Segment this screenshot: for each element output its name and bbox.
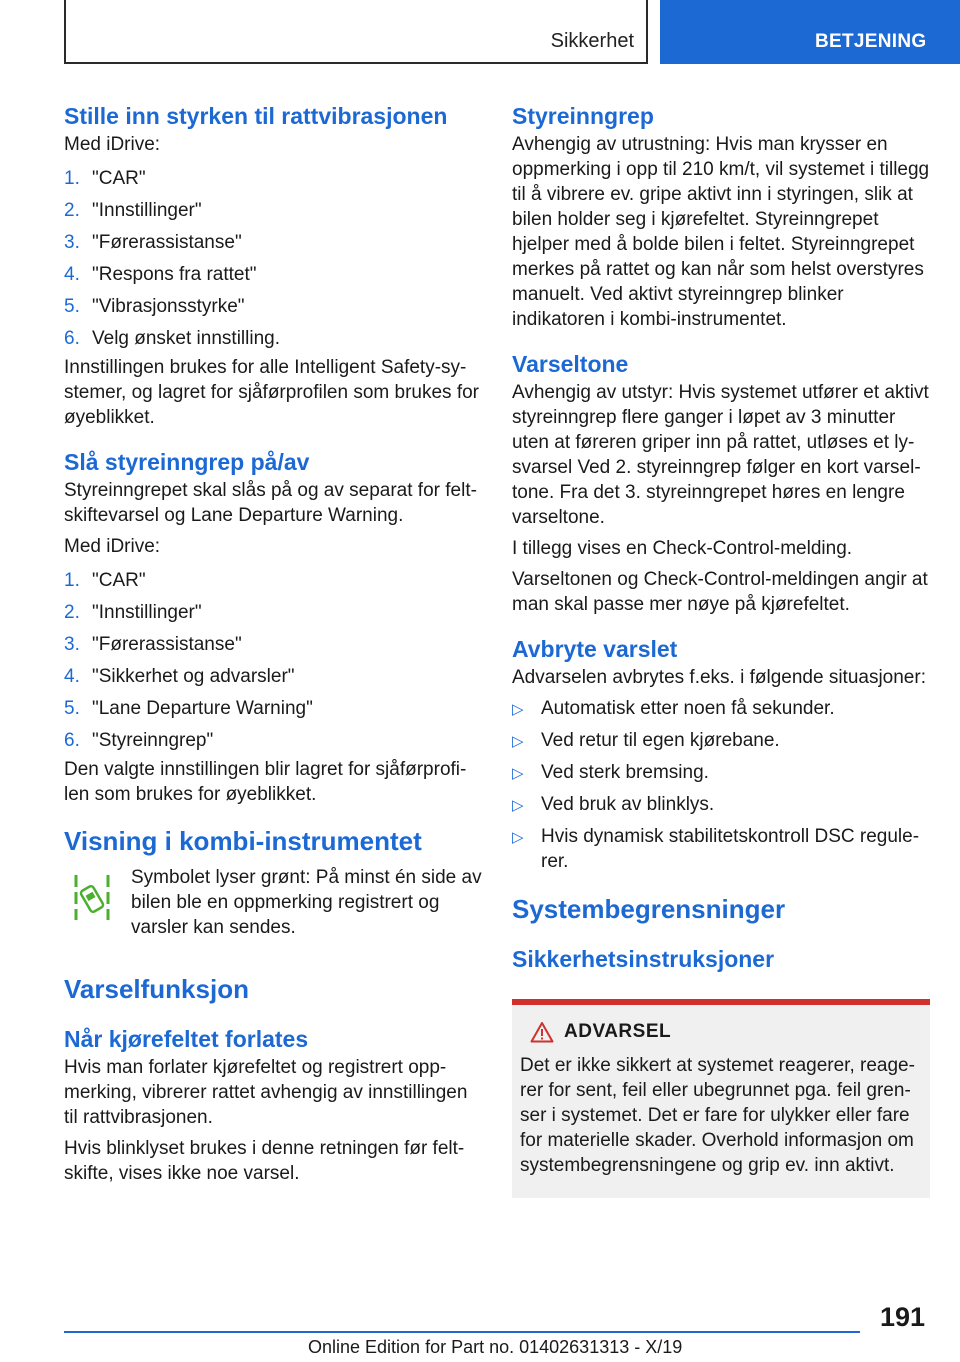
heading-cancel-warning: Avbryte varslet xyxy=(512,636,678,662)
paragraph-lane-2: Hvis blinklyset brukes i denne retningen før feltskifte, vises ikke noe varsel. xyxy=(64,1138,465,1184)
heading-safety-instructions: Sikkerhetsinstruksjoner xyxy=(512,946,775,972)
heading-steering-onoff: Slå styreinngrep på/av xyxy=(64,449,310,475)
step-text: "Innstillinger" xyxy=(92,602,202,623)
list-item xyxy=(64,195,482,227)
idrive-label-2: Med iDrive: xyxy=(64,536,161,557)
header-section-title: Sikkerhet xyxy=(550,30,634,52)
triangle-bullet-icon: ▷ xyxy=(512,765,524,782)
list-item xyxy=(512,760,930,785)
step-number: 4. xyxy=(64,666,80,687)
paragraph-steering: Avhengig av utrustning: Hvis man krysser en oppmerking i opp til 210 km/t, vil systemet i tillegg til å vibrere ev. gripe aktivt inn i styringen, slik at bilen holder seg i kjørefeltet. Styreinngrepet hjelper med å bolde bilen i feltet. Styreinngrepet merkes på rattet og kan når som helst overstyres manuelt. Ved aktivt styreinngrep blinker indikatoren i kombi-instrumentet. xyxy=(512,134,930,330)
step-text: "Styreinngrep" xyxy=(92,730,214,751)
list-item xyxy=(64,259,482,291)
left-column xyxy=(64,100,482,1186)
step-text: "Vibrasjonsstyrke" xyxy=(92,296,245,317)
footer-edition: Online Edition for Part no. 01402631313 - X/19 xyxy=(308,1337,683,1357)
list-item xyxy=(64,597,482,629)
paragraph-onoff: Styreinngrepet skal slås på og av separat for feltskiftevarsel og Lane Departure Warning. xyxy=(64,480,477,526)
bullet-text: Ved bruk av blinklys. xyxy=(541,794,715,815)
step-text: "Førerassistanse" xyxy=(92,232,242,253)
list-item xyxy=(512,824,930,874)
step-text: "CAR" xyxy=(92,168,146,189)
header-chapter-tab xyxy=(660,0,960,64)
paragraph-symbol: Symbolet lyser grønt: På minst én side av bilen ble en oppmerking registrert og varsler kan sendes. xyxy=(131,867,482,938)
triangle-bullet-icon: ▷ xyxy=(512,733,524,750)
list-item xyxy=(64,163,482,195)
step-text: Velg ønsket innstilling. xyxy=(92,328,280,349)
step-number: 6. xyxy=(64,328,80,349)
heading-warning-function: Varselfunksjon xyxy=(64,974,249,1004)
header-chapter-title: BETJENING xyxy=(815,31,927,52)
step-number: 1. xyxy=(64,570,80,591)
header-section-box xyxy=(64,0,648,64)
heading-system-limits: Systembegrensninger xyxy=(512,894,786,924)
bullet-text: Ved sterk bremsing. xyxy=(541,762,709,783)
step-number: 5. xyxy=(64,698,80,719)
right-column xyxy=(512,100,930,1198)
step-number: 6. xyxy=(64,730,80,751)
triangle-bullet-icon: ▷ xyxy=(512,701,524,718)
list-item xyxy=(512,728,930,753)
list-item xyxy=(64,565,482,597)
step-text: "CAR" xyxy=(92,570,146,591)
step-number: 1. xyxy=(64,168,80,189)
triangle-bullet-icon: ▷ xyxy=(512,797,524,814)
heading-kombi-display: Visning i kombi-instrumentet xyxy=(64,826,422,856)
paragraph-setting-scope: Innstillingen brukes for alle Intelligent Safety-systemer, og lagret for sjåførprofilen som brukes for øyeblikket. xyxy=(64,357,479,428)
steps-list-2 xyxy=(64,565,482,757)
warning-box xyxy=(512,999,930,1198)
step-text: "Respons fra rattet" xyxy=(92,264,257,285)
step-number: 2. xyxy=(64,602,80,623)
list-item xyxy=(512,696,930,721)
step-number: 2. xyxy=(64,200,80,221)
list-item xyxy=(64,693,482,725)
warning-triangle-icon xyxy=(530,1021,554,1043)
step-number: 4. xyxy=(64,264,80,285)
paragraph-tone-2: I tillegg vises en Check-Control-melding. xyxy=(512,538,853,559)
list-item xyxy=(64,291,482,323)
paragraph-tone-3: Varseltonen og Check-Control-meldingen angir at man skal passe mer nøye på kjørefeltet. xyxy=(512,569,928,615)
step-text: "Lane Departure Warning" xyxy=(92,698,313,719)
heading-warning-tone: Varseltone xyxy=(512,351,629,377)
footer-divider xyxy=(64,1331,860,1333)
bullet-text: Automatisk etter noen få sekunder. xyxy=(541,698,835,719)
page-number: 191 xyxy=(880,1302,926,1332)
warning-text: Det er ikke sikkert at systemet reagerer, reagerer for sent, feil eller ubegrunnet pga. feil grenser i systemet. Det er fare for ulykker eller fare for materielle skader. Overhold informasjon om systembegrensningene og grip ev. inn aktivt. xyxy=(520,1055,915,1176)
warning-title: ADVARSEL xyxy=(564,1021,672,1042)
paragraph-lane-1: Hvis man forlater kjørefeltet og registrert oppmerking, vibrerer rattet avhengig av innstillingen til rattvibrasjonen. xyxy=(64,1057,468,1128)
list-item xyxy=(64,725,482,757)
list-item xyxy=(64,227,482,259)
bullet-text: Hvis dynamisk stabilitetskontroll DSC regulerer. xyxy=(541,826,920,872)
list-item xyxy=(512,792,930,817)
heading-vibration-strength: Stille inn styrken til rattvibrasjonen xyxy=(64,103,448,129)
paragraph-cancel: Advarselen avbrytes f.eks. i følgende situasjoner: xyxy=(512,667,926,688)
step-text: "Innstillinger" xyxy=(92,200,202,221)
step-number: 3. xyxy=(64,232,80,253)
symbol-row xyxy=(64,865,482,961)
step-number: 5. xyxy=(64,296,80,317)
lane-departure-indicator-icon xyxy=(72,873,112,921)
heading-steering-intervention: Styreinngrep xyxy=(512,103,654,129)
step-text: "Sikkerhet og advarsler" xyxy=(92,666,295,687)
paragraph-saved: Den valgte innstillingen blir lagret for sjåførprofilen som brukes for øyeblikket. xyxy=(64,759,467,805)
step-text: "Førerassistanse" xyxy=(92,634,242,655)
warning-header xyxy=(530,1021,920,1043)
steps-list-1 xyxy=(64,163,482,355)
step-number: 3. xyxy=(64,634,80,655)
paragraph-tone-1: Avhengig av utstyr: Hvis systemet utfører et aktivt styreinngrep flere ganger i løpet av 3 minutter uten at føreren griper inn på rattet, utløses et lysvarsel Ved 2. styreinngrep følger en kort varseltone. Fra det 3. styreinngrepet høres en lengre varseltone. xyxy=(512,382,929,528)
idrive-label-1: Med iDrive: xyxy=(64,134,161,155)
triangle-bullet-icon: ▷ xyxy=(512,829,524,846)
list-item xyxy=(64,323,482,355)
cancel-situations-list xyxy=(512,696,930,874)
heading-lane-leave: Når kjørefeltet forlates xyxy=(64,1026,309,1052)
bullet-text: Ved retur til egen kjørebane. xyxy=(541,730,780,751)
list-item xyxy=(64,661,482,693)
list-item xyxy=(64,629,482,661)
